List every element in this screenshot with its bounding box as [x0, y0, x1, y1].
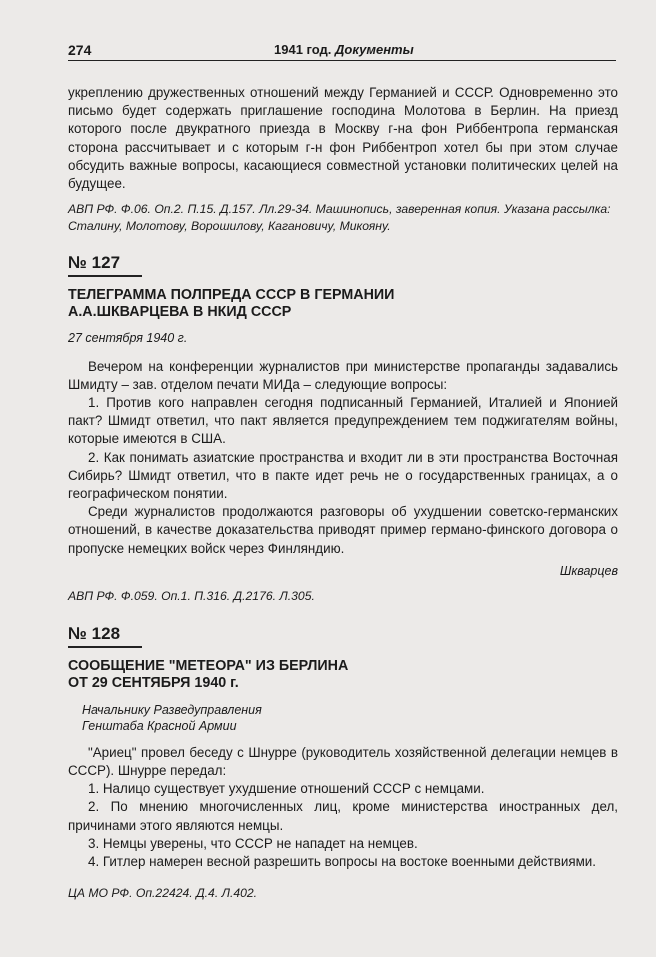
doc-128-addressee: Начальнику Разведуправления Генштаба Красной Армии [82, 702, 262, 733]
doc-127-date: 27 сентября 1940 г. [68, 331, 188, 346]
doc-128-item-1: 1. Налицо существует ухудшение отношений СССР с немцами. [88, 781, 485, 797]
previous-doc-continuation: укреплению дружественных отношений между Германией и СССР. Одновременно это письмо будет содержать приглашение господина Молотова в Берлин. На приезд которого после двукратного приезда в Москву г-на фон Риббентропа германская сторона рассчитывает и с которым г-н фон Риббентроп хотел бы при этом случае обсудить важные вопросы, касающиеся совместной установки политических целей на будущее. [68, 85, 618, 192]
doc-128-number: № 128 [68, 625, 142, 648]
doc-128-title: СООБЩЕНИЕ "МЕТЕОРА" ИЗ БЕРЛИНА ОТ 29 СЕНТЯБРЯ 1940 г. [68, 657, 349, 691]
doc-128-item-3: 3. Немцы уверены, что СССР не нападет на немцев. [88, 835, 418, 851]
doc-128-item-2: 2. По мнению многочисленных лиц, кроме министерства иностранных дел, причинами этого являются немцы. [68, 799, 618, 833]
doc-127-source: АВП РФ. Ф.059. Оп.1. П.316. Д.2176. Л.305. [68, 589, 315, 604]
doc-127-question-1: 1. Против кого направлен сегодня подписанный Германией, Италией и Японией пакт? Шмидт ответил, что пакт является предупреждением тем поджигателям войны, которые имеются в США. [68, 395, 618, 447]
doc-128-intro: "Ариец" провел беседу с Шнурре (руководитель хозяйственной делегации немцев в СССР). Шнурре передал: [68, 744, 618, 778]
doc-127-closing: Среди журналистов продолжаются разговоры об ухудшении советско-германских отношений, в качестве доказательства приводят пример германо-финского договора о пропуске немецких войск через Финляндию. [68, 504, 618, 556]
page-number: 274 [68, 42, 92, 58]
page-header [68, 40, 616, 61]
running-title: 1941 год. Документы [274, 42, 414, 57]
running-subtitle: Документы [335, 42, 414, 57]
doc-128-item-4: 4. Гитлер намерен весной разрешить вопросы на востоке военными действиями. [88, 853, 596, 869]
previous-doc-source: АВП РФ. Ф.06. Оп.2. П.15. Д.157. Лл.29-34. Машинопись, заверенная копия. Указана рассылка: Сталину, Молотову, Ворошилову, Кагановичу, Микояну. [68, 202, 611, 233]
doc-127-intro: Вечером на конференции журналистов при министерстве пропаганды задавались Шмидту – зав. отделом печати МИДа – следующие вопросы: [68, 358, 618, 392]
doc-127-signature: Шкварцев [559, 563, 618, 578]
doc-127-number: № 127 [68, 254, 142, 277]
doc-127-title: ТЕЛЕГРАММА ПОЛПРЕДА СССР В ГЕРМАНИИ А.А.ШКВАРЦЕВА В НКИД СССР [68, 287, 395, 321]
doc-127-question-2: 2. Как понимать азиатские пространства и входит ли в эти пространства Восточная Сибирь? Шмидт ответил, что в пакте идет речь не о государственных границах, а о географическом понятии. [68, 449, 618, 502]
doc-128-source: ЦА МО РФ. Оп.22424. Д.4. Л.402. [68, 886, 258, 901]
page-content [68, 84, 618, 902]
